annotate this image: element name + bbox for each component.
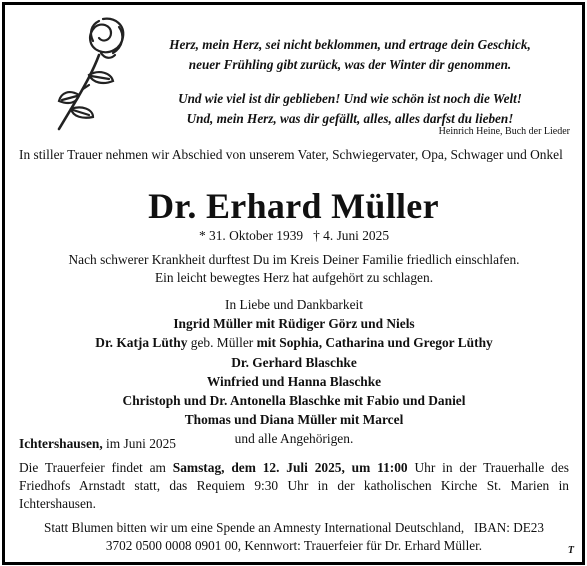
donation-request [13, 519, 575, 555]
funeral-date: Samstag, dem 12. Juli 2025, um 11:00 [172, 460, 408, 475]
obituary-frame [2, 2, 585, 565]
funeral-text: Uhr in der Trauerhalle des Friedhofs Arnstadt statt, das Requiem 9:30 Uhr in der katholischen Kirche St. Marien in Ichtershausen. [19, 460, 569, 511]
publisher-mark: T [567, 545, 574, 556]
poem-stanza-1 [125, 35, 575, 75]
poem-stanza-2 [125, 89, 575, 129]
mourners-closing: und alle Angehörigen. [234, 431, 354, 447]
mourner-name: mit Sophia, Catharina und Gregor Lüthy [256, 335, 493, 351]
donation-line: Statt Blumen bitten wir um eine Spende an Amnesty International Deutschland, IBAN: DE23 [44, 520, 544, 535]
poem-line: Und, mein Herz, was dir gefällt, alles, alles darfst du lieben! [186, 111, 514, 126]
mourner-line [19, 333, 569, 352]
mourner-line: Winfried und Hanna Blaschke [206, 373, 382, 389]
poem-line: Und wie viel ist dir geblieben! Und wie schön ist noch die Welt! [178, 91, 522, 106]
place: Ichtershausen, [19, 436, 103, 451]
mourner-line: Dr. Gerhard Blaschke [231, 354, 357, 370]
message [19, 251, 569, 287]
poem-line: Herz, mein Herz, sei nicht beklommen, und ertrage dein Geschick, [169, 37, 531, 52]
mourner-line: Christoph und Dr. Antonella Blaschke mit Fabio und Daniel [122, 393, 466, 409]
intro-text: In stiller Trauer nehmen wir Abschied von unserem Vater, Schwiegervater, Opa, Schwager und Onkel [19, 147, 563, 162]
rose-icon [41, 11, 131, 136]
poem-attribution: Heinrich Heine, Buch der Lieder [438, 126, 570, 137]
deceased-name: Dr. Erhard Müller [148, 186, 439, 226]
mourner-line: Thomas und Diana Müller mit Marcel [184, 412, 404, 428]
donation-line: 3702 0500 0008 0901 00, Kennwort: Trauerfeier für Dr. Erhard Müller. [105, 538, 483, 553]
poem-line: neuer Frühling gibt zurück, was der Winter dir genommen. [188, 57, 512, 72]
life-dates: * 31. Oktober 1939 † 4. Juni 2025 [198, 228, 390, 243]
funeral-info [19, 459, 569, 513]
place-date [19, 435, 569, 453]
mourners-lead: In Liebe und Dankbarkeit [225, 297, 363, 312]
mourner-note: geb. Müller [187, 335, 257, 351]
date: im Juni 2025 [102, 436, 176, 451]
mourner-name: Dr. Katja Lüthy [95, 335, 188, 351]
funeral-text: Die Trauerfeier findet am [19, 460, 173, 475]
mourner-line: Ingrid Müller mit Rüdiger Görz und Niels [173, 316, 415, 332]
message-line: Ein leicht bewegtes Herz hat aufgehört zu schlagen. [154, 270, 434, 285]
message-line: Nach schwerer Krankheit durftest Du im Kreis Deiner Familie friedlich einschlafen. [68, 252, 520, 267]
mourners-block [19, 295, 569, 449]
